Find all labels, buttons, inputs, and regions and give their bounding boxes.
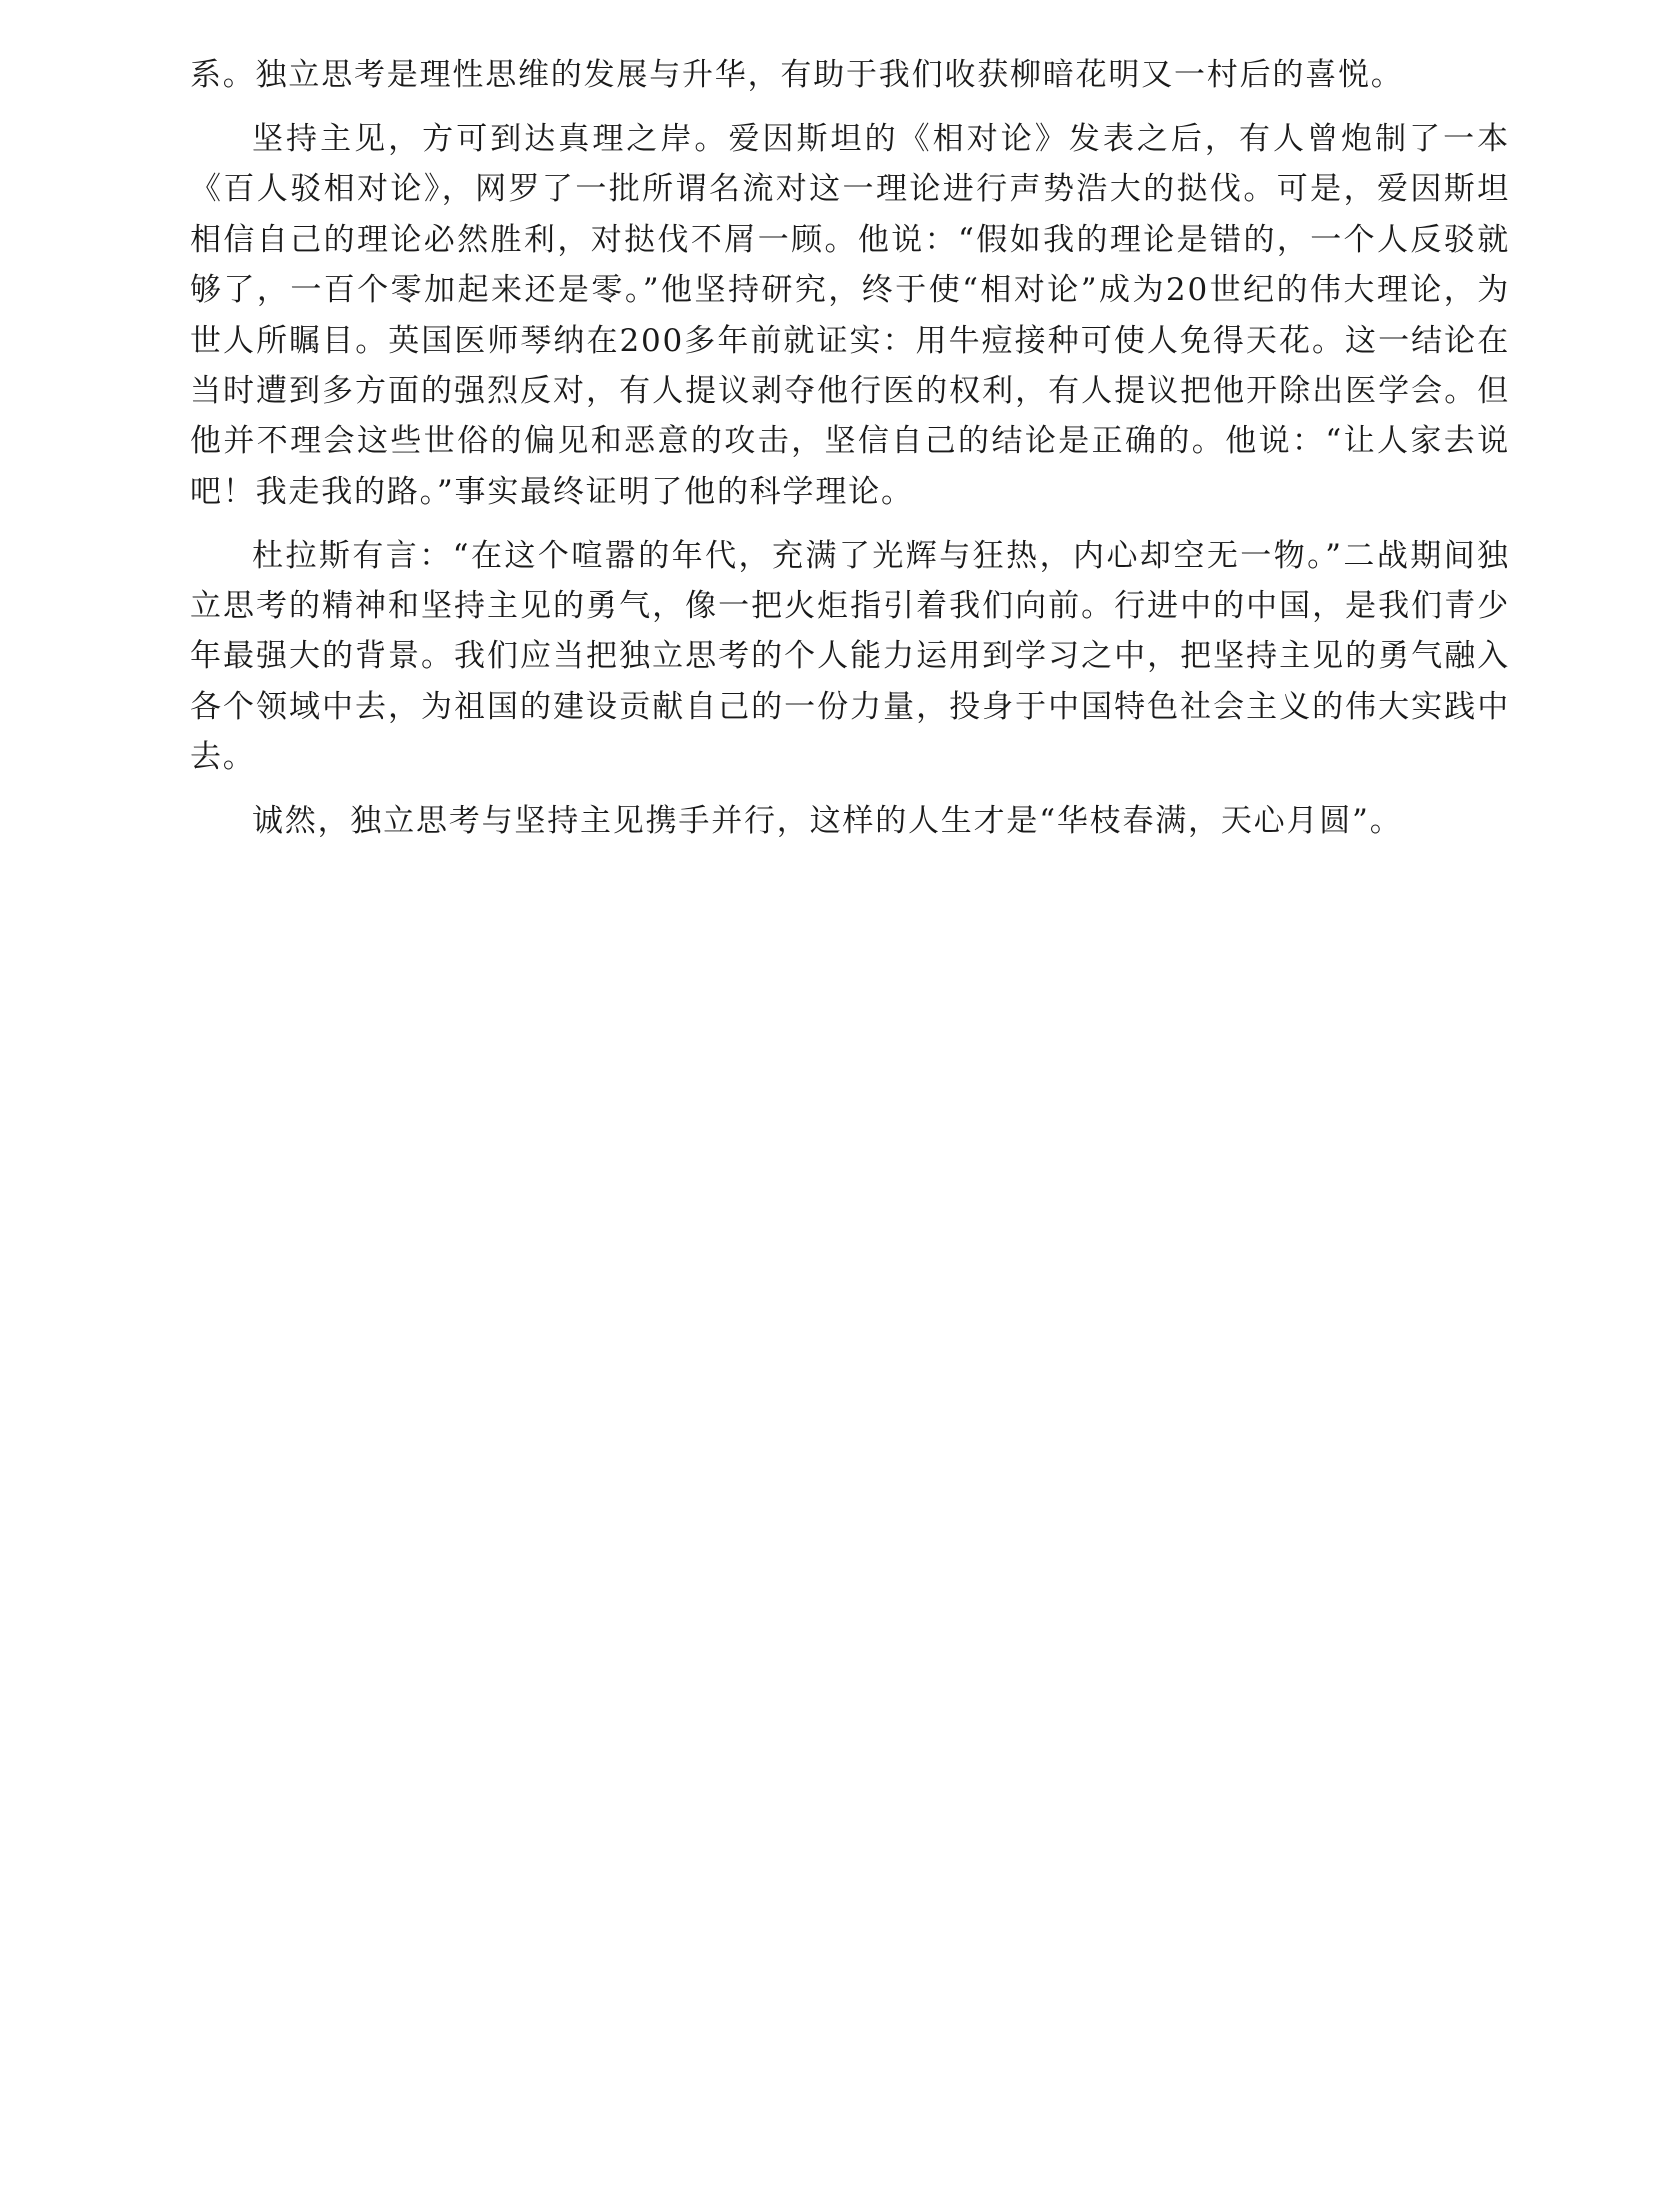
paragraph-3: 杜拉斯有言：“在这个喧嚣的年代，充满了光辉与狂热，内心却空无一物。”二战期间独立思考的精神和坚持主见的勇气，像一把火炬指引着我们向前。行进中的中国，是我们青少年最强大的背景。我们应当把独立思考的个人能力运用到学习之中，把坚持主见的勇气融入各个领域中去，为祖国的建设贡献自己的一份力量，投身于中国特色社会主义的伟大实践中去。: [190, 537, 1510, 776]
essay-body: [190, 50, 1510, 860]
paragraph-4: 诚然，独立思考与坚持主见携手并行，这样的人生才是“华枝春满，天心月圆”。: [252, 803, 1403, 840]
paragraph-2: 坚持主见，方可到达真理之岸。爱因斯坦的《相对论》发表之后，有人曾炮制了一本《百人驳相对论》，网罗了一批所谓名流对这一理论进行声势浩大的挞伐。可是，爱因斯坦相信自己的理论必然胜利，对挞伐不屑一顾。他说：“假如我的理论是错的，一个人反驳就够了，一百个零加起来还是零。”他坚持研究，终于使“相对论”成为20世纪的伟大理论，为世人所瞩目。英国医师琴纳在200多年前就证实：用牛痘接种可使人免得天花。这一结论在当时遭到多方面的强烈反对，有人提议剥夺他行医的权利，有人提议把他开除出医学会。但他并不理会这些世俗的偏见和恶意的攻击，坚信自己的结论是正确的。他说：“让人家去说吧！我走我的路。”事实最终证明了他的科学理论。: [190, 120, 1510, 510]
paragraph-1: 系。独立思考是理性思维的发展与升华，有助于我们收获柳暗花明又一村后的喜悦。: [190, 57, 1404, 93]
